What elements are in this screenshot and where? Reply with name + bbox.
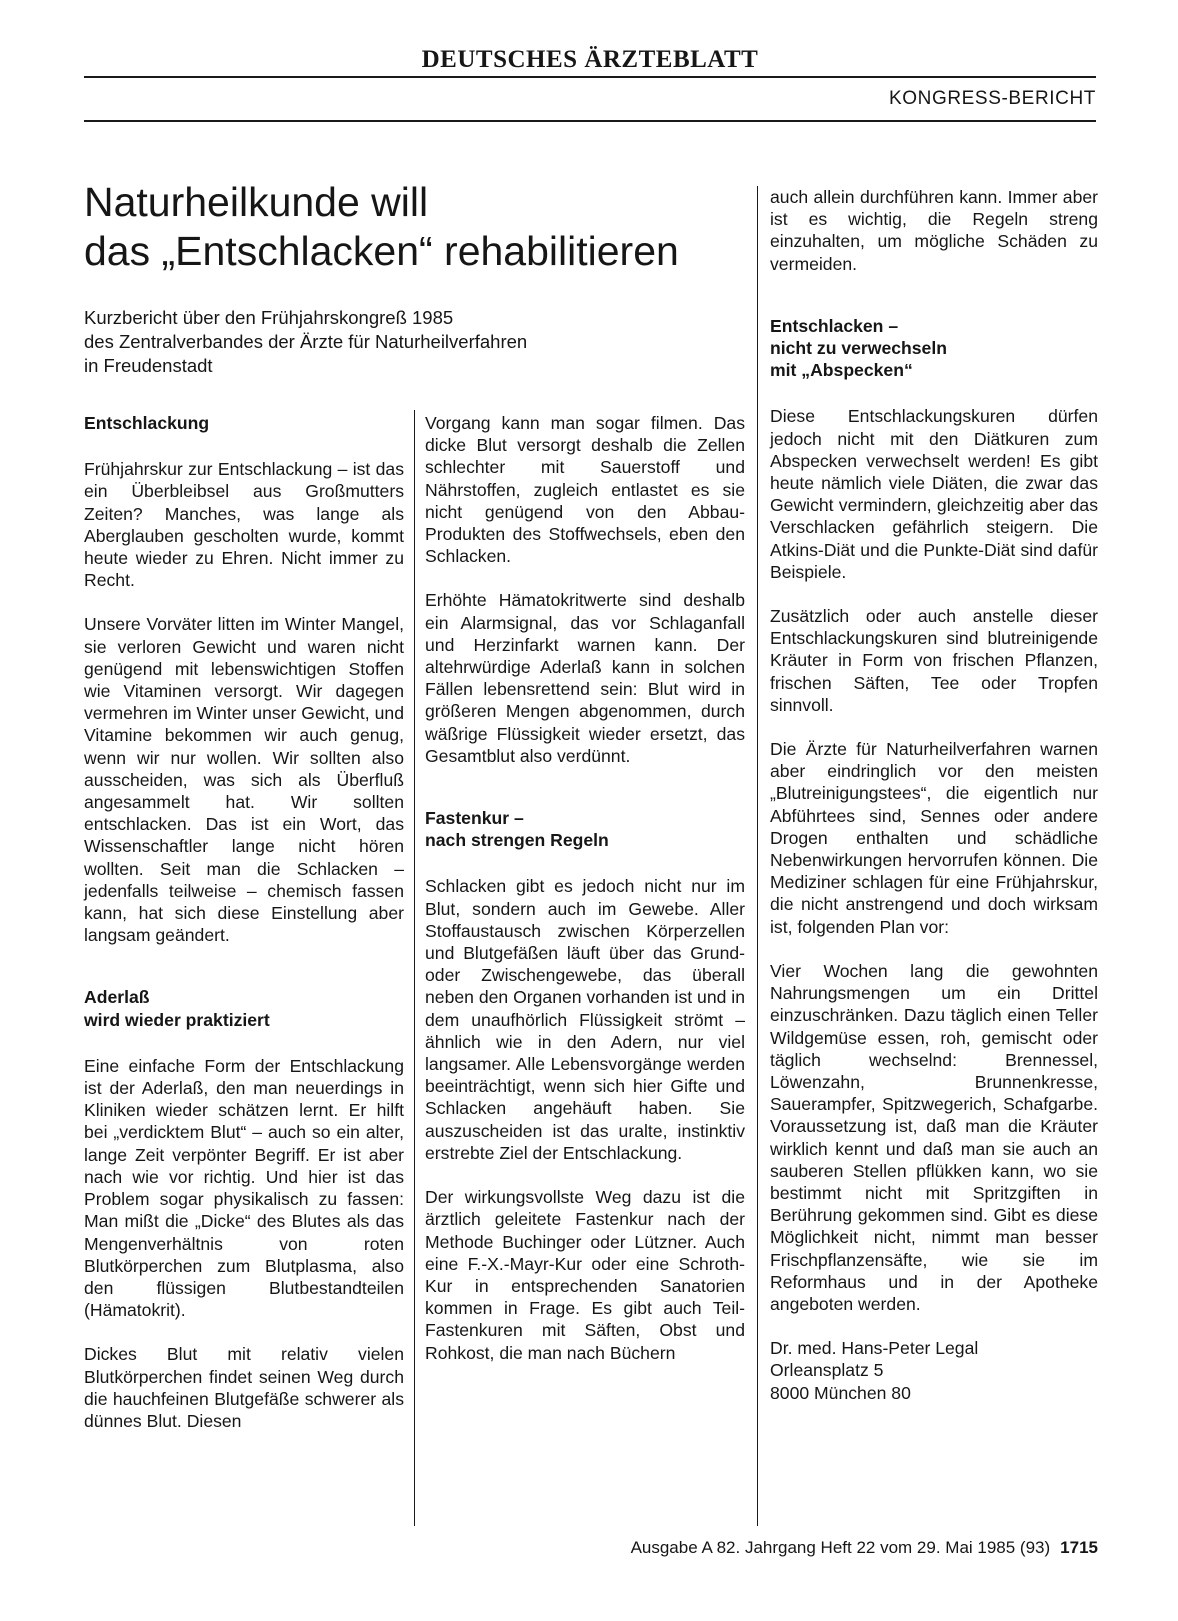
heading-fastenkur [425, 807, 745, 851]
page-footer [631, 1538, 1098, 1558]
page-number: 1715 [1060, 1538, 1098, 1557]
masthead-rule [84, 76, 1096, 78]
subtitle-line-3: in Freudenstadt [84, 355, 213, 376]
article-title [84, 178, 734, 276]
paragraph: Dickes Blut mit relativ vielen Blutkörperchen findet seinen Weg durch die hauchfeinen Blutgefäße schwerer als dünnes Blut. Diesen [84, 1344, 404, 1431]
heading-text: Entschlackung [84, 413, 210, 433]
heading-text: nach strengen Regeln [425, 830, 609, 851]
author-street: Orleansplatz 5 [770, 1360, 884, 1381]
paragraph: Erhöhte Hämatokritwerte sind deshalb ein Alarmsignal, das vor Schlaganfall und Herzinfarkt warnen kann. Der altehrwürdige Aderlaß kann in solchen Fällen lebensrettend sein: Blut wird in größeren Mengen abgenommen, durch wäßrige Flüssigkeit wieder ersetzt, das Gesamtblut also verdünnt. [425, 590, 745, 766]
paragraph: Vier Wochen lang die gewohnten Nahrungsmengen um ein Drittel einzuschränken. Dazu täglich einen Teller Wildgemüse essen, roh, gemischt oder täglich wechselnd: Brennessel, Löwenzahn, Brunnenkresse, Sauerampfer, Spitzwegerich, Schafgarbe. Voraussetzung ist, daß man die Kräuter wirklich kennt und daß man sie auch an sauberen Stellen pflükken kann, wo sie bestimmt nicht mit Spritzgiften in Berührung gekommen sind. Gibt es diese Möglichkeit nicht, nimmt man besser Frischpflanzensäfte, wie sie im Reformhaus und in der Apotheke angeboten werden. [770, 960, 1098, 1314]
subtitle-line-2: des Zentralverbandes der Ärzte für Naturheilverfahren [84, 331, 528, 352]
paragraph: Der wirkungsvollste Weg dazu ist die ärztlich geleitete Fastenkur nach der Methode Buchinger oder Lützner. Auch eine F.-X.-Mayr-Kur oder eine Schroth-Kur in entsprechenden Sanatorien kommen in Frage. Es gibt auch Teil-Fastenkuren mit Säften, Obst und Rohkost, die man nach Büchern [425, 1187, 745, 1363]
column-2 [425, 412, 745, 1386]
paragraph: Frühjahrskur zur Entschlackung – ist das ein Überbleibsel aus Großmutters Zeiten? Manches, was lange als Aberglauben gescholten wurde, kommt heute wieder zu Ehren. Nicht immer zu Recht. [84, 459, 404, 591]
paragraph: Die Ärzte für Naturheilverfahren warnen aber eindringlich vor den meisten „Blutreinigungstees“, die eigentlich nur Abführtees sind, Sennes oder andere Drogen enthalten und schädliche Nebenwirkungen hervorrufen können. Die Mediziner schlagen für eine Frühjahrskur, die nicht anstrengend und doch wirksam ist, folgenden Plan vor: [770, 739, 1098, 937]
heading-text: nicht zu verwechseln [770, 338, 947, 359]
author-block [770, 1337, 1098, 1404]
column-1 [84, 412, 404, 1454]
title-line-1: Naturheilkunde will [84, 179, 429, 225]
title-line-2: das „Entschlacken“ rehabilitieren [84, 228, 679, 274]
author-city: 8000 München 80 [770, 1382, 911, 1403]
heading-aderlass [84, 986, 404, 1030]
heading-text: mit „Abspecken“ [770, 360, 913, 381]
section-label: KONGRESS-BERICHT [888, 88, 1096, 109]
subtitle-line-1: Kurzbericht über den Frühjahrskongreß 1985 [84, 307, 454, 328]
paragraph: auch allein durchführen kann. Immer aber ist es wichtig, die Regeln streng einzuhalten, um mögliche Schäden zu vermeiden. [770, 187, 1098, 274]
heading-text: Entschlacken – [770, 315, 899, 336]
paragraph: Schlacken gibt es jedoch nicht nur im Blut, sondern auch im Gewebe. Aller Stoffaustausch zwischen Körperzellen und Blutgefäßen läuft über das Grund- oder Zwischengewebe, das überall neben den Organen vorhanden ist und in dem unaufhörlich Flüssigkeit strömt – ähnlich wie in den Adern, nur viel langsamer. Alle Lebensvorgänge werden beeinträchtigt, wenn sich hier Gifte und Schlacken angehäuft haben. Sie auszuscheiden ist das uralte, instinktiv erstrebte Ziel der Entschlackung. [425, 876, 745, 1163]
heading-entschlackung [84, 412, 404, 434]
article-subtitle [84, 306, 744, 378]
heading-text: Fastenkur – [425, 808, 524, 829]
heading-text: Aderlaß [84, 987, 150, 1008]
paragraph: Diese Entschlackungskuren dürfen jedoch nicht mit den Diätkuren zum Abspecken verwechselt werden! Es gibt heute nämlich viele Diäten, die zwar das Gewicht vermindern, gleichzeitig aber das Verschlacken gefährlich steigern. Die Atkins-Diät und die Punkte-Diät sind dafür Beispiele. [770, 406, 1098, 582]
masthead: DEUTSCHES ÄRZTEBLATT [421, 46, 759, 73]
section-rule [84, 120, 1096, 122]
paragraph: Unsere Vorväter litten im Winter Mangel, sie verloren Gewicht und waren nicht genügend mit lebenswichtigen Stoffen wie Vitaminen versorgt. Wir dagegen vermehren im Winter unser Gewicht, und Vitamine bekommen wir auch genug, wenn wir nur wollen. Wir sollten also ausscheiden, was sich als Überfluß angesammelt hat. Wir sollten entschlacken. Das ist ein Wort, das Wissenschaftler lange nicht hören wollten. Seit man die Schlacken – jedenfalls teilweise – chemisch fassen kann, hat sich diese Einstellung aber langsam geändert. [84, 614, 404, 946]
column-divider-1 [414, 410, 415, 1526]
issue-info: Ausgabe A 82. Jahrgang Heft 22 vom 29. Mai 1985 (93) [630, 1538, 1051, 1557]
column-3 [770, 186, 1098, 1404]
heading-text: wird wieder praktiziert [84, 1009, 270, 1030]
heading-abspecken [770, 315, 1098, 382]
paragraph: Zusätzlich oder auch anstelle dieser Entschlackungskuren sind blutreinigende Kräuter in Form von frischen Pflanzen, frischen Säften, Tee oder Tropfen sinnvoll. [770, 606, 1098, 715]
column-divider-2 [757, 186, 758, 1526]
paragraph: Vorgang kann man sogar filmen. Das dicke Blut versorgt deshalb die Zellen schlechter mit Sauerstoff und Nährstoffen, zugleich entlastet es sie nicht genügend von den Abbau-Produkten des Stoffwechsels, eben den Schlacken. [425, 413, 745, 567]
paragraph: Eine einfache Form der Entschlackung ist der Aderlaß, den man neuerdings in Kliniken wieder schätzen lernt. Er hilft bei „verdicktem Blut“ – auch so ein alter, lange Zeit verpönter Begriff. Er ist aber nach wie vor richtig. Und hier ist das Problem sogar physikalisch zu fassen: Man mißt die „Dicke“ des Blutes als das Mengenverhältnis von roten Blutkörperchen zum Blutplasma, also den flüssigen Blutbestandteilen (Hämatokrit). [84, 1055, 404, 1321]
author-name: Dr. med. Hans-Peter Legal [770, 1338, 979, 1359]
